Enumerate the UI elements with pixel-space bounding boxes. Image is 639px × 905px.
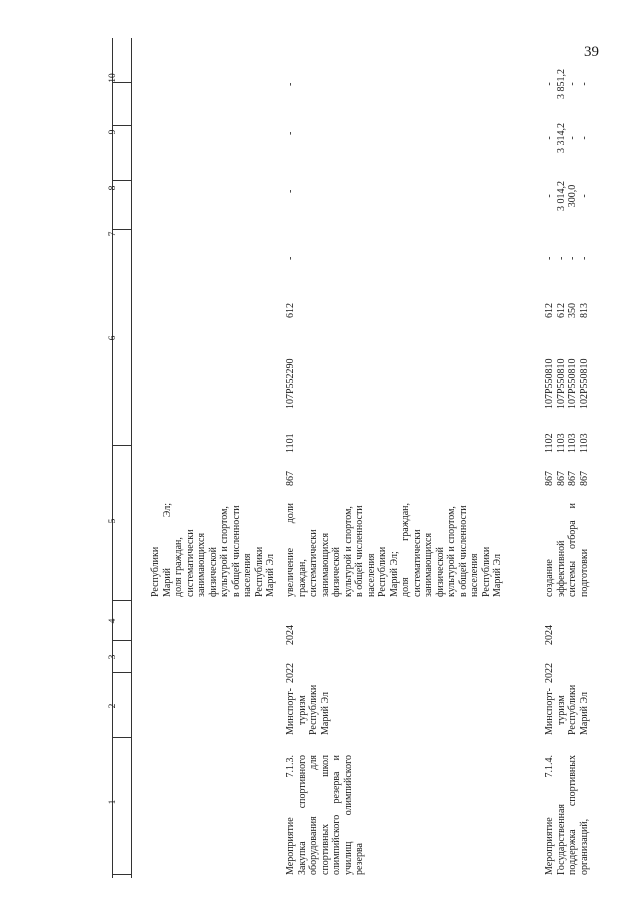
row2-col3: 2022 — [544, 663, 555, 683]
text-line: 300,0 — [567, 184, 578, 208]
text-line: увеличение доли — [285, 503, 296, 597]
text-line: занимающихся — [423, 532, 434, 597]
column-divider — [112, 874, 131, 875]
text-line: спортивных школ — [319, 755, 331, 875]
column-header-6: 6 — [108, 335, 118, 341]
row2-col6-type — [544, 303, 590, 318]
text-line: Марий Эл — [492, 554, 503, 597]
text-line: туризм — [555, 695, 567, 725]
column-header-9: 9 — [108, 129, 118, 135]
text-line: - — [578, 82, 590, 86]
text-line: Республики — [308, 684, 319, 735]
text-line: Республики — [480, 546, 492, 597]
text-line: 867 — [567, 471, 578, 486]
text-line: эффективной — [555, 540, 567, 597]
text-line: Марий Эл; — [161, 503, 173, 597]
column-header-10: 10 — [108, 73, 118, 83]
text-line: 107P550810 — [567, 358, 578, 409]
row1-col6-target: 107P552290 — [285, 358, 296, 409]
text-line: культурой и спортом, — [446, 506, 457, 597]
text-line: - — [544, 256, 555, 260]
text-line: 1102 — [544, 433, 555, 453]
text-line: 3 851,2 — [555, 69, 567, 99]
text-line: организаций, — [578, 818, 590, 875]
text-line: населения — [469, 553, 480, 597]
text-line: оборудования для — [308, 755, 319, 875]
text-line: Марий Эл — [319, 692, 331, 735]
text-line: - — [544, 82, 555, 86]
row1-col10: - — [285, 82, 296, 86]
text-line: 1103 — [567, 433, 578, 453]
text-line: - — [544, 136, 555, 140]
row1-col2 — [285, 684, 331, 735]
row2-col6-grbs — [544, 471, 590, 486]
text-line: - — [578, 256, 590, 260]
row1-col4: 2024 — [285, 625, 296, 645]
row2-col7 — [544, 257, 590, 260]
text-line: олимпийского резерва и — [331, 755, 342, 875]
text-line: училищ олимпийского — [342, 755, 354, 875]
text-line: занимающихся — [196, 532, 207, 597]
text-line: 813 — [578, 303, 590, 318]
row1-col6-grbs: 867 — [285, 471, 296, 486]
text-line: 102P550810 — [578, 358, 590, 409]
text-line: Республики — [567, 684, 578, 735]
text-line: - — [567, 82, 578, 86]
row2-col6-section — [544, 433, 590, 453]
text-line: резерва — [354, 843, 365, 875]
text-line: - — [578, 136, 590, 140]
text-line: - — [567, 136, 578, 140]
row1-col7: - — [285, 256, 296, 260]
row2-col2 — [544, 684, 590, 735]
text-line: - — [544, 194, 555, 198]
text-line: 107P550810 — [544, 358, 555, 409]
text-line: в общей численности — [354, 505, 365, 597]
row2-col9 — [544, 119, 590, 157]
text-line: подготовки — [578, 548, 590, 597]
column-header-4: 4 — [108, 618, 118, 624]
text-line: занимающихся — [319, 532, 331, 597]
text-line: физической — [207, 547, 219, 597]
text-line: 612 — [544, 303, 555, 318]
text-line: культурой и спортом, — [219, 506, 230, 597]
text-line: Марий Эл — [578, 692, 590, 735]
row1-col9: - — [285, 131, 296, 135]
text-line: 1103 — [578, 433, 590, 453]
text-line: физической — [434, 547, 446, 597]
text-line: в общей численности — [230, 505, 242, 597]
text-line: культурой и спортом, — [342, 506, 354, 597]
column-divider — [112, 737, 131, 738]
text-line: Минспорт- — [544, 688, 555, 735]
row1-col6-section: 1101 — [285, 433, 296, 453]
text-line: Мероприятие 7.1.4. — [544, 755, 555, 875]
row2-col8 — [544, 177, 590, 215]
text-line: систематически — [308, 529, 319, 597]
page-number: 39 — [584, 44, 599, 60]
text-line: Республики — [150, 546, 161, 597]
column-header-1: 1 — [108, 799, 118, 805]
row1-col8: - — [285, 189, 296, 193]
row2-col5 — [544, 503, 590, 597]
text-line: 350 — [567, 303, 578, 318]
column-divider — [112, 445, 131, 446]
text-line: - — [567, 256, 578, 260]
column-header-7: 7 — [108, 231, 118, 237]
text-line: 1103 — [555, 433, 567, 453]
text-line: в общей численности — [457, 505, 469, 597]
text-line: Минспорт- — [285, 688, 296, 735]
text-line: доля граждан, — [173, 537, 184, 597]
column-header-5: 5 — [108, 518, 118, 524]
text-line: Мероприятие 7.1.3. — [285, 755, 296, 875]
text-line: доля граждан, — [400, 503, 411, 597]
text-line: населения — [242, 553, 253, 597]
text-line: 867 — [555, 471, 567, 486]
text-line: поддержка спортивных — [567, 755, 578, 875]
row1-col6-type: 612 — [285, 303, 296, 318]
column-header-2: 2 — [108, 703, 118, 709]
row1-col3: 2022 — [285, 663, 296, 683]
text-line: населения — [365, 553, 377, 597]
text-line: 612 — [555, 303, 567, 318]
text-line: Марий Эл; — [388, 551, 400, 597]
column-header-8: 8 — [108, 185, 118, 191]
row1-col1 — [285, 755, 366, 875]
text-line: 107P550810 — [555, 358, 567, 409]
text-line: Государственная — [555, 803, 567, 875]
text-line: Республики — [377, 546, 388, 597]
column-header-3: 3 — [108, 654, 118, 660]
text-line: граждан, — [296, 559, 308, 597]
text-line: - — [578, 194, 590, 198]
continuation-col5 — [150, 503, 277, 597]
text-line: 867 — [544, 471, 555, 486]
row2-col10 — [544, 65, 590, 103]
row1-col5 — [285, 503, 504, 597]
text-line: систематически — [411, 529, 423, 597]
text-line: физической — [331, 547, 342, 597]
row2-col6-target — [544, 358, 590, 409]
text-line: 3 314,2 — [555, 123, 567, 153]
text-line: создание — [544, 559, 555, 597]
text-line: Закупка спортивного — [296, 755, 308, 875]
text-line: Марий Эл — [265, 554, 276, 597]
header-bottom-rule — [131, 38, 132, 878]
text-line: систематически — [184, 529, 196, 597]
rotated-table — [108, 38, 622, 878]
text-line: Республики — [253, 546, 265, 597]
text-line: - — [555, 256, 567, 260]
row2-col1 — [544, 755, 590, 875]
row2-col4: 2024 — [544, 625, 555, 645]
text-line: 867 — [578, 471, 590, 486]
text-line: туризм — [296, 695, 308, 725]
text-line: 3 014,2 — [555, 181, 567, 211]
text-line: системы отбора и — [567, 503, 578, 597]
